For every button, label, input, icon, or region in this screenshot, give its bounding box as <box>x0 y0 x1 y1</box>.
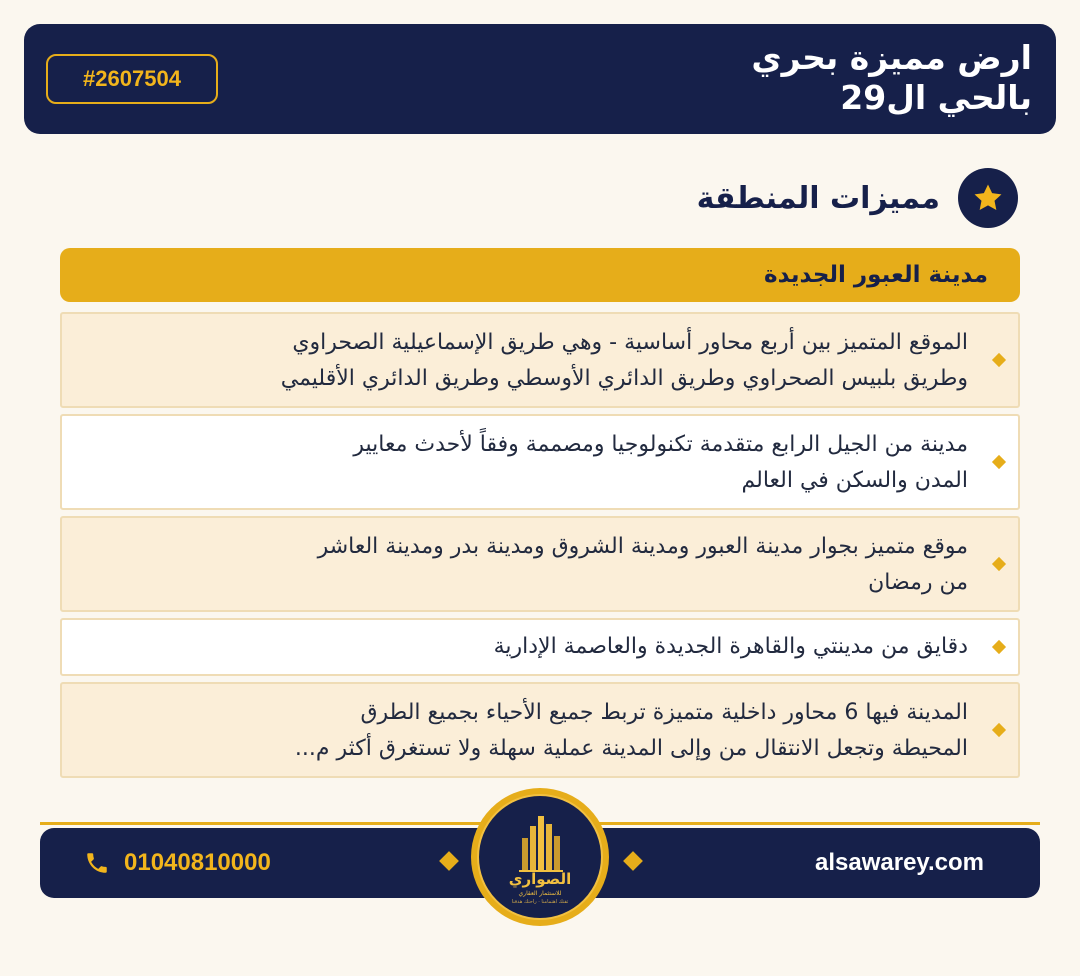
diamond-ornament-icon <box>623 851 643 871</box>
feature-item <box>60 516 1020 612</box>
feature-line: الموقع المتميز بين أربع محاور أساسية - وهي طريق الإسماعيلية الصحراوي <box>292 330 968 355</box>
diamond-bullet-icon <box>992 455 1006 469</box>
feature-line: دقايق من مدينتي والقاهرة الجديدة والعاصمة الإدارية <box>493 634 968 659</box>
feature-text <box>168 695 968 767</box>
website-link[interactable]: alsawarey.com <box>815 849 984 876</box>
listing-code-badge: #2607504 <box>46 54 218 104</box>
diamond-bullet-icon <box>992 723 1006 737</box>
brand-logo <box>471 788 609 926</box>
city-name-bar: مدينة العبور الجديدة <box>60 248 1020 302</box>
feature-item <box>60 682 1020 778</box>
feature-item <box>60 618 1020 676</box>
diamond-ornament-icon <box>439 851 459 871</box>
phone-number[interactable]: 01040810000 <box>124 849 271 876</box>
feature-text <box>168 529 968 601</box>
section-heading <box>697 168 1018 228</box>
listing-title <box>432 38 1032 118</box>
title-line-1: ارض مميزة بحري <box>751 38 1032 77</box>
logo-name: الصواري <box>508 870 572 888</box>
section-title: مميزات المنطقة <box>696 180 940 216</box>
feature-text <box>168 325 968 397</box>
feature-line: المدينة فيها 6 محاور داخلية متميزة تربط جميع الأحياء بجميع الطرق <box>360 700 968 725</box>
feature-text <box>168 629 968 665</box>
logo-tagline: للاستثمار العقاري <box>518 890 562 897</box>
phone-contact[interactable] <box>84 828 271 898</box>
logo-badge <box>477 794 603 920</box>
buildings-icon <box>479 798 601 878</box>
feature-line: من رمضان <box>868 570 968 595</box>
logo-subtitle: ثقتك اهتمامنا · راحتك هدفنا <box>511 899 569 905</box>
diamond-bullet-icon <box>992 557 1006 571</box>
title-line-2: بالحي ال29 <box>840 78 1032 117</box>
feature-item <box>60 312 1020 408</box>
diamond-bullet-icon <box>992 353 1006 367</box>
listing-header <box>24 24 1056 134</box>
feature-text <box>168 427 968 499</box>
feature-line: موقع متميز بجوار مدينة العبور ومدينة الشروق ومدينة بدر ومدينة العاشر <box>317 534 968 559</box>
feature-line: مدينة من الجيل الرابع متقدمة تكنولوجيا ومصممة وفقاً لأحدث معايير <box>353 432 968 457</box>
feature-item <box>60 414 1020 510</box>
feature-line: وطريق بلبيس الصحراوي وطريق الدائري الأوسطي وطريق الدائري الأقليمي <box>280 366 968 391</box>
feature-line: المحيطة وتجعل الانتقال من وإلى المدينة عملية سهلة ولا تستغرق أكثر م... <box>294 736 968 761</box>
phone-icon <box>84 850 110 876</box>
feature-line: المدن والسكن في العالم <box>741 468 968 493</box>
diamond-bullet-icon <box>992 640 1006 654</box>
star-icon <box>958 168 1018 228</box>
